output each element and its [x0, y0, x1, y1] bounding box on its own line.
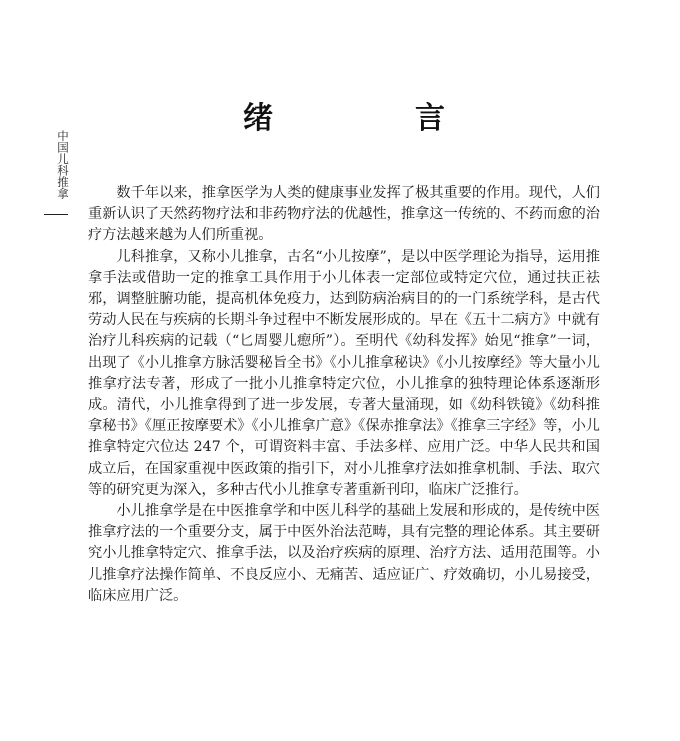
running-head-rule — [44, 214, 68, 215]
paragraph-2: 儿科推拿，又称小儿推拿，古名“小儿按摩”，是以中医学理论为指导，运用推拿手法或借助一定的推拿工具作用于小儿体表一定部位或特定穴位，通过扶正祛邪，调整脏腑功能，提高机体免疫力，达到防病治病目的的一门系统学科，是古代劳动人民在与疾病的长期斗争过程中不断发展形成的。早在《五十二病方》中就有治疗儿科疾病的记载（“匕周婴儿瘛所”）。至明代《幼科发挥》始见“推拿”一词，出现了《小儿推拿方脉活婴秘旨全书》《小儿推拿秘诀》《小儿按摩经》等大量小儿推拿疗法专著，形成了一批小儿推拿特定穴位，小儿推拿的独特理论体系逐渐形成。清代，小儿推拿得到了进一步发展，专著大量涌现，如《幼科铁镜》《幼科推拿秘书》《厘正按摩要术》《小儿推拿广意》《保赤推拿法》《推拿三字经》等，小儿推拿特定穴位达 247 个，可谓资料丰富、手法多样、应用广泛。中华人民共和国成立后，在国家重视中医政策的指引下，对小儿推拿疗法如推拿机制、手法、取穴等的研究更为深入，多种古代小儿推拿专著重新刊印，临床广泛推行。 — [88, 248, 600, 498]
paragraph-3: 小儿推拿学是在中医推拿学和中医儿科学的基础上发展和形成的，是传统中医推拿疗法的一个重要分支，属于中医外治法范畴，具有完整的理论体系。其主要研究小儿推拿特定穴、推拿手法，以及治疗疾病的原理、治疗方法、适用范围等。小儿推拿疗法操作简单、不良反应小、无痛苦、适应证广、疗效确切，小儿易接受，临床应用广泛。 — [88, 503, 600, 604]
running-head: 中国儿科推拿 — [56, 130, 70, 199]
paragraph-1: 数千年以来，推拿医学为人类的健康事业发挥了极其重要的作用。现代，人们重新认识了天然药物疗法和非药物疗法的优越性，推拿这一传统的、不药而愈的治疗方法越来越为人们所重视。 — [88, 185, 600, 244]
page-title: 绪 言 — [243, 101, 501, 136]
body-text — [88, 183, 600, 607]
